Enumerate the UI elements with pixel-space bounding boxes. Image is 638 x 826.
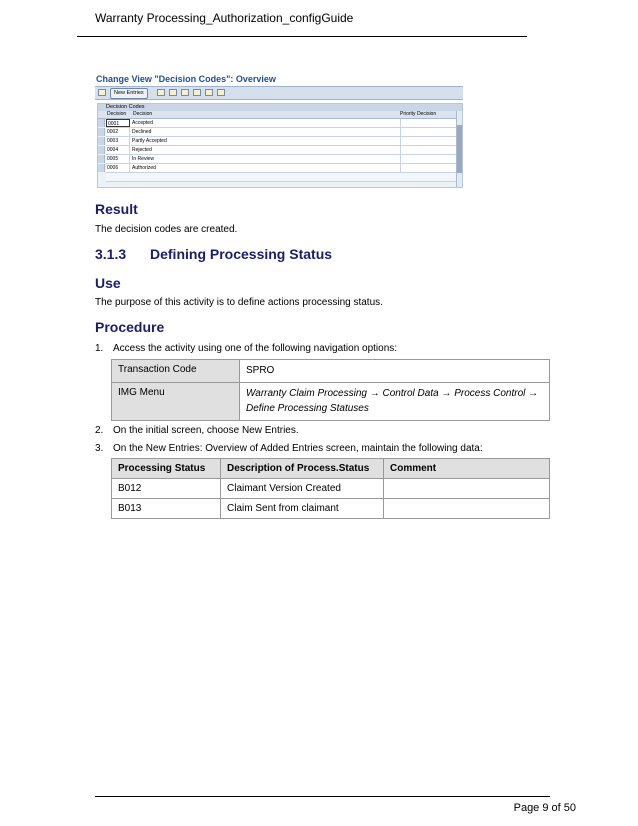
grid-header	[98, 111, 462, 119]
decision-text[interactable]: Declined	[132, 128, 401, 136]
scrollbar-thumb[interactable]	[457, 125, 462, 173]
decision-code[interactable]: 0002	[106, 128, 130, 136]
table-row[interactable]	[106, 128, 456, 137]
page-number: Page 9 of 50	[513, 802, 576, 814]
table-header-row	[112, 459, 550, 479]
step-number: 2.	[95, 425, 104, 436]
decision-codes-grid	[97, 103, 463, 188]
column-header-decision-text: Decision	[133, 111, 153, 117]
table-cell: B012	[112, 479, 221, 499]
decision-code[interactable]: 0003	[106, 137, 130, 145]
step-text: Access the activity using one of the following navigation options:	[113, 343, 398, 354]
new-entries-button[interactable]: New Entries	[110, 88, 148, 99]
table-row	[112, 499, 550, 519]
sap-screen-title: Change View "Decision Codes": Overview	[96, 74, 276, 84]
change-display-icon[interactable]	[98, 89, 106, 96]
section-title: Defining Processing Status	[150, 246, 333, 262]
row-selector[interactable]	[98, 128, 105, 136]
row-selector[interactable]	[98, 137, 105, 145]
deselect-all-icon[interactable]	[217, 89, 225, 96]
nav-value: Warranty Claim Processing → Control Data → Process Control → Define Processing Statuses	[240, 383, 550, 421]
grid-caption: Decision Codes	[98, 104, 462, 111]
row-selector[interactable]	[98, 146, 105, 154]
table-cell	[384, 479, 550, 499]
use-text: The purpose of this activity is to define actions processing status.	[95, 297, 383, 308]
empty-table-row[interactable]	[106, 173, 456, 182]
decision-code[interactable]: 0004	[106, 146, 130, 154]
header-rule	[77, 36, 527, 37]
step-number: 1.	[95, 343, 104, 354]
grid-scrollbar[interactable]	[456, 111, 462, 187]
table-row	[112, 383, 550, 421]
select-all-icon[interactable]	[193, 89, 201, 96]
table-row	[112, 360, 550, 383]
column-header: Processing Status	[112, 459, 221, 479]
table-row	[112, 479, 550, 499]
decision-code[interactable]: 0001	[106, 119, 130, 127]
undo-icon[interactable]	[181, 89, 189, 96]
sap-screenshot	[95, 74, 463, 188]
table-row[interactable]	[106, 155, 456, 164]
table-cell: Claim Sent from claimant	[221, 499, 384, 519]
result-text: The decision codes are created.	[95, 224, 238, 235]
footer-rule	[95, 796, 550, 797]
step-text: On the initial screen, choose New Entries.	[113, 425, 299, 436]
table-row[interactable]	[106, 119, 456, 128]
nav-key: Transaction Code	[112, 360, 240, 383]
result-heading: Result	[95, 201, 138, 217]
table-cell	[384, 499, 550, 519]
navigation-options-table	[111, 359, 550, 421]
decision-code[interactable]: 0005	[106, 155, 130, 163]
decision-text[interactable]: Rejected	[132, 146, 401, 154]
copy-icon[interactable]	[157, 89, 165, 96]
procedure-heading: Procedure	[95, 319, 165, 335]
table-row[interactable]	[106, 164, 456, 173]
decision-text[interactable]: In Review	[132, 155, 401, 163]
column-header-priority: Priority Decision	[400, 111, 437, 117]
column-header-decision-code: Decision	[107, 111, 127, 117]
select-block-icon[interactable]	[205, 89, 213, 96]
table-cell: B013	[112, 499, 221, 519]
use-heading: Use	[95, 275, 121, 291]
table-row[interactable]	[106, 137, 456, 146]
column-header: Comment	[384, 459, 550, 479]
step-number: 3.	[95, 443, 104, 454]
section-number: 3.1.3	[95, 246, 127, 262]
sap-toolbar	[95, 86, 463, 100]
table-cell: Claimant Version Created	[221, 479, 384, 499]
processing-status-table	[111, 458, 550, 519]
table-row[interactable]	[106, 146, 456, 155]
decision-text[interactable]: Accepted	[132, 119, 401, 127]
document-title: Warranty Processing_Authorization_configGuide	[95, 11, 354, 25]
row-selector[interactable]	[98, 164, 105, 172]
row-selector[interactable]	[98, 155, 105, 163]
step-text: On the New Entries: Overview of Added Entries screen, maintain the following data:	[113, 443, 483, 454]
decision-text[interactable]: Partly Accepted	[132, 137, 401, 145]
decision-text[interactable]: Authorized	[132, 164, 401, 172]
nav-key: IMG Menu	[112, 383, 240, 421]
row-selector[interactable]	[98, 119, 105, 127]
nav-value: SPRO	[240, 360, 550, 383]
column-header: Description of Process.Status	[221, 459, 384, 479]
decision-code[interactable]: 0006	[106, 164, 130, 172]
delete-icon[interactable]	[169, 89, 177, 96]
